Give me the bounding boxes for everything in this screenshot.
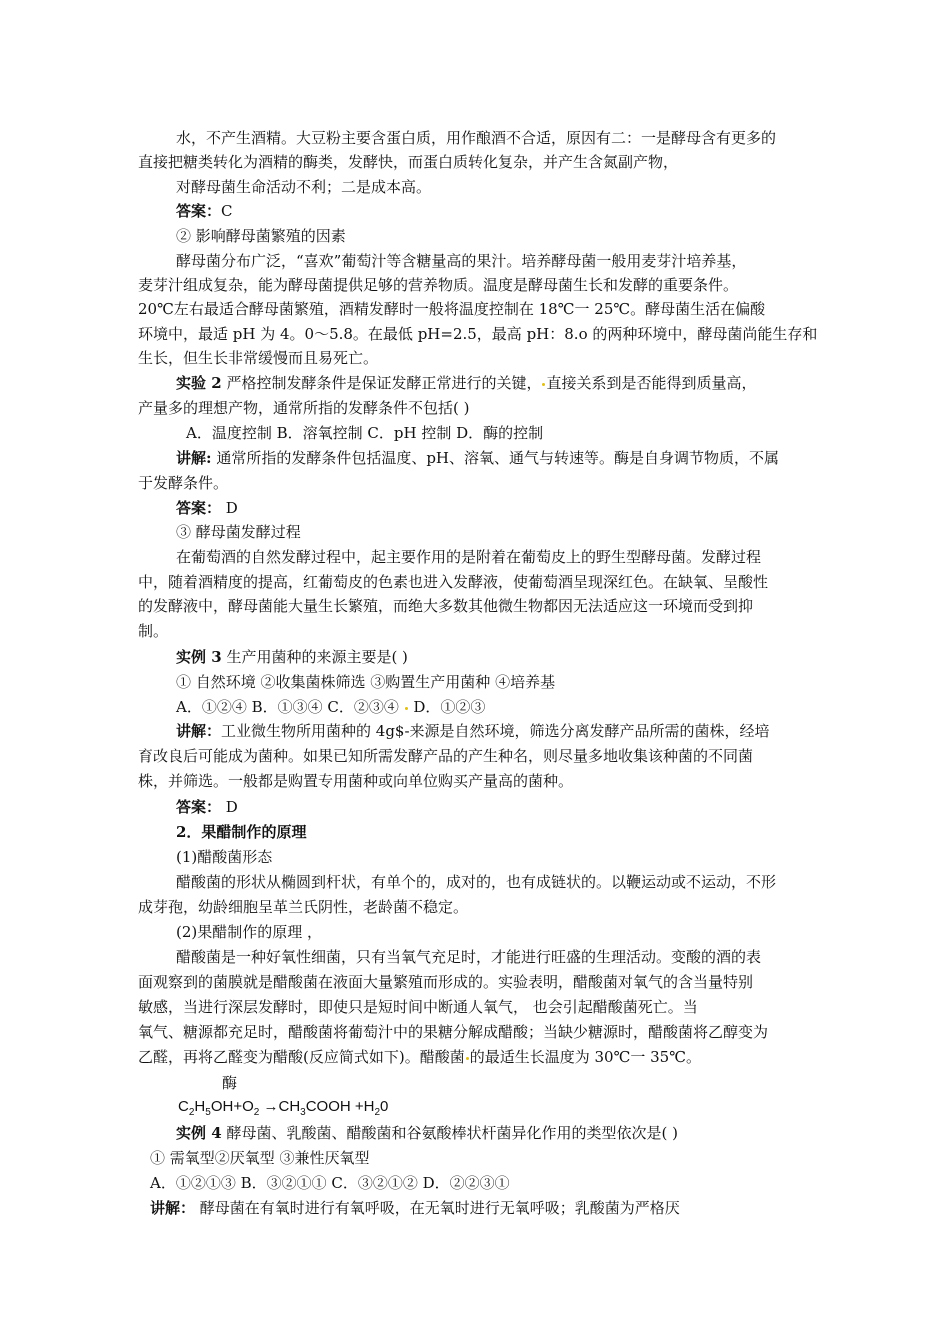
bold-label: 实验 2 (176, 374, 222, 392)
text-segment: D (221, 499, 238, 517)
text-line (176, 796, 238, 818)
text-line (222, 1072, 237, 1094)
text-segment: D (221, 798, 238, 816)
text-segment: 酵母菌、乳酸菌、醋酸菌和谷氨酸棒状杆菌异化作用的类型依次是( ) (221, 1124, 678, 1142)
text-segment: 麦芽汁组成复杂，能为酵母菌提供足够的营养物质。温度是酵母菌生长和发酵的重要条件。 (138, 276, 739, 294)
bold-label: 答案： (176, 499, 222, 517)
text-line (138, 397, 469, 419)
text-segment: C (178, 1098, 189, 1115)
text-segment: COOH +H (305, 1098, 375, 1115)
subscript: 5 (205, 1107, 211, 1118)
text-segment: A．温度控制 B．溶氧控制 C．pH 控制 D．酶的控制 (186, 424, 544, 442)
text-segment: H (194, 1098, 206, 1115)
subscript: 2 (253, 1107, 260, 1118)
text-segment: 制。 (138, 622, 169, 640)
text-segment: 醋酸菌是一种好氧性细菌，只有当氧气充足时，才能进行旺盛的生理活动。变酸的酒的表 (176, 948, 762, 966)
text-line (138, 620, 168, 642)
bold-label: 实例 4 (176, 1124, 222, 1142)
text-segment: 面观察到的菌膜就是醋酸菌在液面大量繁殖而形成的。实验表明，醋酸菌对氧气的含当量特别 (138, 973, 754, 991)
text-line (138, 472, 228, 494)
text-segment: 株，并筛选。一般都是购置专用菌种或向单位购买产量高的菌种。 (138, 772, 574, 790)
text-segment: (1)醋酸菌形态 (176, 848, 273, 866)
text-line (138, 347, 378, 369)
text-line (176, 921, 322, 943)
text-line (176, 546, 761, 568)
bold-label: 答案： (176, 202, 222, 220)
text-line (138, 595, 753, 617)
text-line (138, 770, 573, 792)
text-segment: 严格控制发酵条件是保证发酵正常进行的关键， (221, 374, 542, 392)
text-segment: 酶 (222, 1074, 238, 1092)
text-segment: 酵母菌分布广泛，“喜欢”葡萄汁等含糖量高的果汁。培养酵母菌一般用麦芽汁培养基， (176, 252, 747, 270)
text-segment: 育改良后可能成为菌种。如果已知所需发酵产品的产生种名，则尽量多地收集该种菌的不同菌 (138, 747, 754, 765)
text-segment: A．①②①③ B．③②①① C．③②①② D．②②③① (150, 1174, 510, 1192)
text-segment: ① 需氧型②厌氧型 ③兼性厌氧型 (150, 1149, 370, 1167)
stray-mark (405, 707, 408, 710)
text-segment: 产量多的理想产物，通常所指的发酵条件不包括( ) (138, 399, 470, 417)
text-line (138, 274, 738, 296)
text-line (186, 422, 543, 444)
text-line (176, 871, 776, 893)
text-line (138, 971, 753, 993)
subscript: 3 (300, 1107, 306, 1118)
text-segment: 0 (380, 1098, 389, 1115)
bold-label: 答案： (176, 798, 222, 816)
text-segment: 的最适生长温度为 30℃一 35℃。 (469, 1048, 701, 1066)
text-line (176, 447, 779, 469)
chemical-equation (178, 1096, 388, 1118)
stray-mark (542, 383, 545, 386)
bold-label: 讲解： (176, 722, 222, 740)
text-segment: 20℃左右最适合酵母菌繁殖，酒精发酵时一般将温度控制在 18℃一 25℃。酵母菌生活在偏酸 (138, 300, 766, 318)
text-line (138, 996, 698, 1018)
text-segment: 直接关系到是否能得到质量高， (546, 374, 757, 392)
text-line (138, 896, 468, 918)
bold-label: 讲解: (176, 449, 212, 467)
text-line (176, 846, 272, 868)
text-line (138, 1046, 701, 1068)
text-segment: 酵母菌在有氧时进行有氧呼吸，在无氧时进行无氧呼吸；乳酸菌为严格厌 (195, 1199, 680, 1217)
stray-mark (466, 1057, 469, 1060)
text-segment: 敏感，当进行深层发酵时，即使只是短时间中断通人氧气， 也会引起醋酸菌死亡。当 (138, 998, 698, 1016)
text-segment: ① 自然环境 ②收集菌株筛选 ③购置生产用菌种 ④培养基 (176, 673, 556, 691)
text-segment: OH+O (210, 1098, 254, 1115)
text-segment: C (221, 202, 233, 220)
text-segment: 成芽孢，幼龄细胞呈革兰氏阴性，老龄菌不稳定。 (138, 898, 469, 916)
text-line (176, 696, 485, 718)
text-segment: 水，不产生酒精。大豆粉主要含蛋白质，用作酿酒不合适，原因有二：一是酵母含有更多的 (176, 129, 777, 147)
text-segment: 对酵母菌生命活动不利；二是成本高。 (176, 178, 432, 196)
text-line (176, 720, 770, 742)
text-line (138, 298, 765, 320)
text-segment: ② 影响酵母菌繁殖的因素 (176, 227, 346, 245)
text-segment: 在葡萄酒的自然发酵过程中，起主要作用的是附着在葡萄皮上的野生型酵母菌。发酵过程 (176, 548, 762, 566)
bold-label: 讲解： (150, 1199, 196, 1217)
text-line (138, 571, 768, 593)
text-line (176, 946, 761, 968)
text-line (176, 671, 555, 693)
text-segment: 工业微生物所用菌种的 4g$-来源是自然环境，筛选分离发酵产品所需的菌株，经培 (221, 722, 770, 740)
text-line (138, 745, 753, 767)
text-line (176, 497, 238, 519)
text-segment: 环境中，最适 pH 为 4。0～5.8。在最低 pH=2.5，最高 pH：8.o 的两种环境中，酵母菌尚能生存和 (138, 325, 818, 343)
text-line (176, 821, 306, 843)
bold-label: 实例 3 (176, 648, 222, 666)
text-segment: (2)果醋制作的原理 ， (176, 923, 323, 941)
text-segment: 中，随着酒精度的提高，红葡萄皮的色素也进入发酵液，使葡萄酒呈现深红色。在缺氧、呈酸性 (138, 573, 769, 591)
text-segment: 生产用菌种的来源主要是( ) (221, 648, 408, 666)
subscript: 2 (374, 1107, 381, 1118)
text-segment: 直接把糖类转化为酒精的酶类，发酵快，而蛋白质转化复杂，并产生含氮副产物， (138, 153, 679, 171)
text-line (176, 200, 233, 222)
text-segment: 醋酸菌的形状从椭圆到杆状，有单个的，成对的，也有成链状的。以鞭运动或不运动，不形 (176, 873, 777, 891)
text-segment: 生长，但生长非常缓慢而且易死亡。 (138, 349, 379, 367)
text-segment: 的发酵液中，酵母菌能大量生长繁殖，而绝大多数其他微生物都因无法适应这一环境而受到抑 (138, 597, 754, 615)
text-line (176, 521, 301, 543)
text-line (176, 372, 756, 394)
text-segment: A．①②④ B．①③④ C．②③④ (176, 698, 404, 716)
text-line (138, 323, 817, 345)
text-line (176, 646, 408, 668)
text-segment: →CH (259, 1098, 301, 1115)
text-line (176, 225, 346, 247)
text-line (138, 1021, 768, 1043)
text-line (176, 127, 776, 149)
text-segment: 乙醛，再将乙醛变为醋酸(反应简式如下)。醋酸菌 (138, 1048, 465, 1066)
subscript: 2 (188, 1107, 195, 1118)
text-line (176, 176, 431, 198)
text-line (176, 1122, 678, 1144)
text-line (176, 250, 746, 272)
text-line (150, 1147, 370, 1169)
bold-label: 2．果醋制作的原理 (176, 823, 307, 841)
text-segment: 于发酵条件。 (138, 474, 229, 492)
text-line (150, 1172, 510, 1194)
text-line (150, 1197, 680, 1219)
text-segment: 氧气、糖源都充足时，醋酸菌将葡萄汁中的果糖分解成醋酸；当缺少糖源时，醋酸菌将乙醇变为 (138, 1023, 769, 1041)
text-segment: ③ 酵母菌发酵过程 (176, 523, 301, 541)
text-segment: D．①②③ (408, 698, 486, 716)
text-line (138, 151, 678, 173)
text-segment: 通常所指的发酵条件包括温度、pH、溶氧、通气与转速等。酶是自身调节物质，不属 (211, 449, 780, 467)
